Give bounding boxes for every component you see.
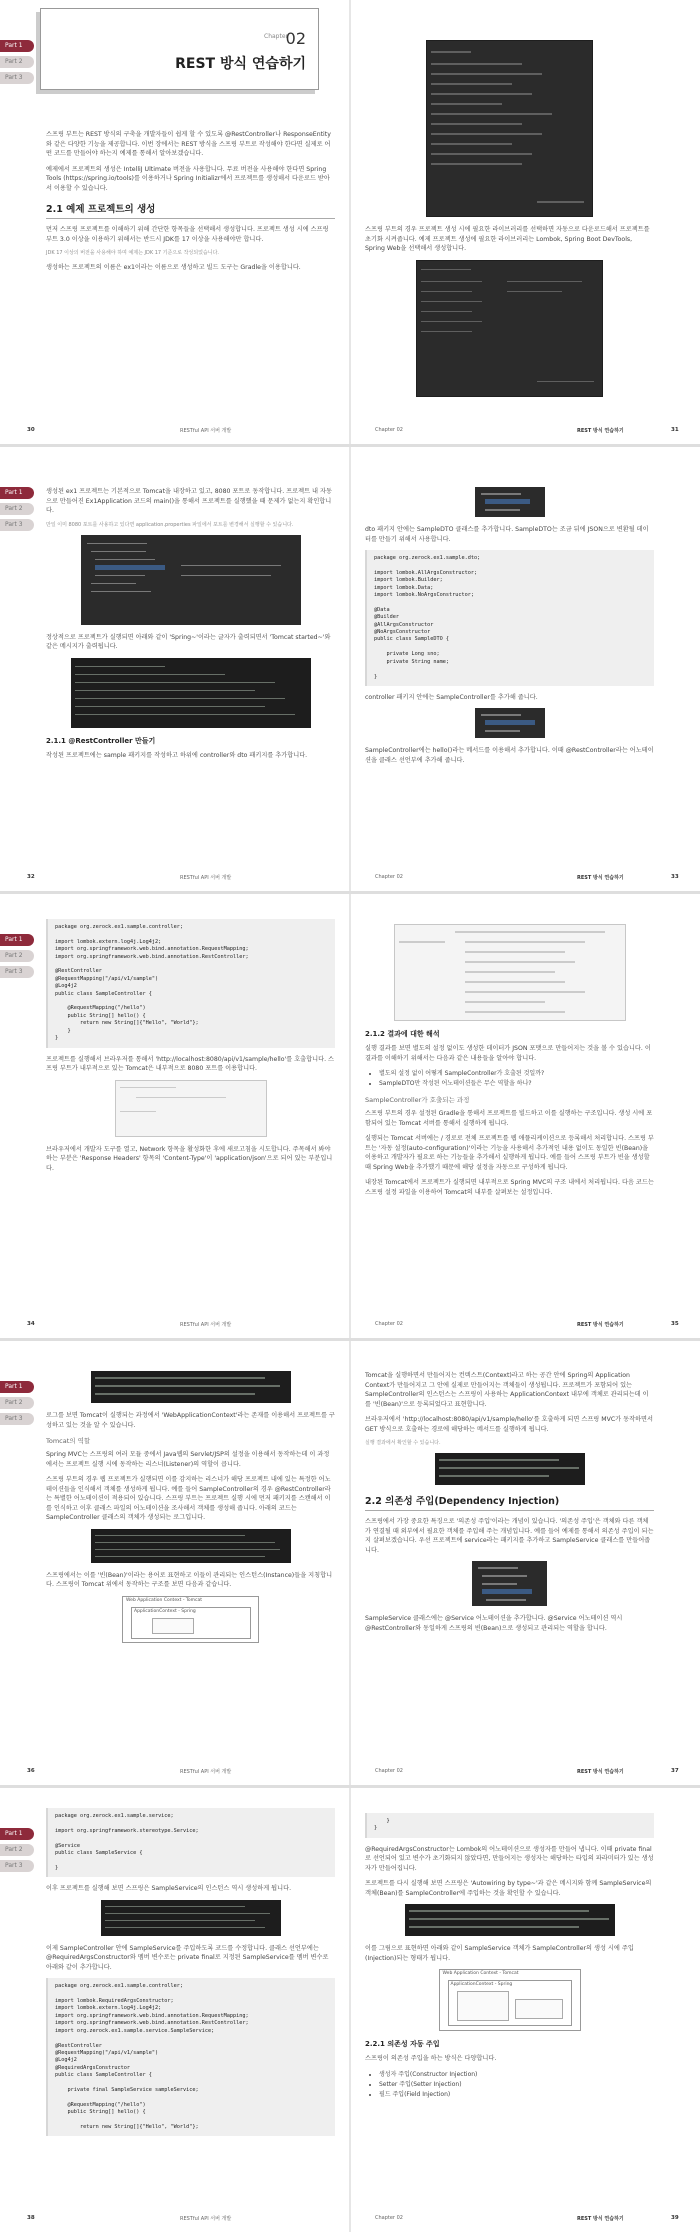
footer-book-title: RESTful API 서버 개발 [180, 1322, 232, 1328]
body-paragraph-4: SampleService 클래스에는 @Service 어노테이션을 추가합니다. @Service 어노테이션 역시 @RestController와 동일하게 스프링의 빈(Bean)으로 생성되고 관리되는 역할을 합니다. [365, 1615, 623, 1632]
footnote: 실행 결과에서 확인할 수 있습니다. [365, 1440, 441, 1446]
page-footer [351, 427, 700, 437]
footer-chapter-title: REST 방식 연습하기 [577, 2216, 624, 2222]
tab-part-1[interactable]: Part 1 [0, 1828, 34, 1840]
body-paragraph-2: 브라우저에서 'http://localhost:8080/api/v1/sample/hello'를 호출하게 되면 스프링 MVC가 동작하면서 GET 방식으로 호출하는 경로에 해당하는 메서드를 실행하게 됩니다. [365, 1416, 653, 1433]
body-paragraph-4: 스프링에서는 이를 '빈(Bean)'이라는 용어로 표현하고 이들이 관리되는 인스턴스(Instance)들을 지칭합니다. 스프링이 Tomcat 위에서 동작하는 구조를 보면 다음과 같습니다. [46, 1571, 333, 1588]
browser-result-screenshot [115, 1080, 267, 1137]
section-heading: 2.2 의존성 주입(Dependency Injection) [365, 1493, 654, 1511]
footer-book-title: RESTful API 서버 개발 [180, 875, 232, 881]
body-paragraph-4: 내장된 Tomcat에서 프로젝트가 실행되면 내부적으로 Spring MVC의 구조 내에서 처리됩니다. 다음 코드는 스프링 설정 파일을 이용하여 Tomcat의 내부를 살펴보는 설정입니다. [365, 1179, 654, 1196]
page-39 [351, 1788, 700, 2232]
autowiring-log-screenshot [405, 1904, 615, 1936]
devtools-network-screenshot [394, 924, 626, 1021]
list-item: • 생성자 주입(Constructor Injection) [379, 2070, 654, 2080]
subsection-heading-2: SampleController가 호출되는 과정 [365, 1096, 470, 1104]
footer-book-title: RESTful API 서버 개발 [180, 1769, 232, 1775]
subsection-heading: 2.2.1 의존성 자동 주입 [365, 2040, 440, 2049]
body-paragraph-2: controller 패키지 안에는 SampleController를 추가해 줍니다. [365, 693, 538, 701]
body-paragraph-2: Spring MVC는 스프링의 여러 모듈 중에서 Java웹의 Servlet/JSP의 설정을 이용해서 동작하는데 이 과정에서는 프로젝트 실행 시에 동작하는 리스너(Listener)의 역할이 큽니다. [46, 1451, 330, 1468]
body-paragraph-1: dto 패키지 안에는 SampleDTO 클래스를 추가합니다. SampleDTO는 조금 뒤에 JSON으로 변환될 데이터를 만들기 위해서 사용합니다. [365, 526, 649, 543]
subsection-heading: Tomcat의 역할 [46, 1437, 91, 1445]
page-number: 31 [671, 427, 679, 433]
page-36 [0, 1341, 349, 1785]
body-paragraph-2: 브라우저에서 개발자 도구를 열고, Network 항목을 활성화한 후에 새로고침을 시도합니다. 주목해서 봐야 하는 부분은 'Response Headers' 항목의 'Content-Type'이 'application/json'으로 되어 있는 부분입니다. [46, 1145, 333, 1172]
page-number: 33 [671, 874, 679, 880]
diagram-inner-box [448, 1980, 572, 2026]
injection-diagram [439, 1969, 581, 2031]
tab-part-2[interactable]: Part 2 [0, 1844, 34, 1856]
body-paragraph-3: 실행되는 Tomcat 서버에는 / 경로로 전체 프로젝트를 웹 애플리케이션으로 등록해서 처리합니다. 스프링 부트는 '자동 설정(auto-configuration)'이라는 기능을 사용해서 추가적인 내용 없이도 동일한 빈(Bean)을 이용하고 개발자가 필요로 하는 기능들을 추가해서 실행하게 됩니다. 예를 들어 스프링 부트가 빈을 생성할 때 Spring Web을 추가했기 때문에 해당 설정을 자동으로 구성하게 됩니다. [365, 1135, 654, 1171]
page-number: 37 [671, 1768, 679, 1774]
page-31 [351, 0, 700, 444]
footer-book-title: RESTful API 서버 개발 [180, 2216, 232, 2222]
footer-chapter-title: REST 방식 연습하기 [577, 875, 624, 881]
tab-part-2[interactable]: Part 2 [0, 503, 34, 515]
ide-run-screenshot [81, 535, 301, 625]
page-35 [351, 894, 700, 1338]
service-bean-log-screenshot [101, 1900, 281, 1936]
intro-paragraph-2: 예제에서 프로젝트의 생성은 IntelliJ Ultimate 버전을 사용합니다. 무료 버전을 사용해야 한다면 Spring Tools (https://spring.io/tools)를 이용하거나 Spring Initializr에서 프로젝트를 생성해서 다운로드 받아서 이용할 수 있습니다. [46, 165, 330, 192]
subsection-heading: 2.1.1 @RestController 만들기 [46, 736, 156, 745]
diagram-outer-label: Web Application Context - Tomcat [442, 1971, 519, 1977]
page-footer [0, 874, 349, 884]
intro-paragraph-1: 스프링 부트는 REST 방식의 구축을 개발자들이 쉽게 할 수 있도록 @RestController나 ResponseEntity와 같은 다양한 기능을 제공합니다. 이번 장에서는 REST 방식을 스프링 부트로 작성해야 한다면 실제로 어떤 코드를 만들어야 하는지 예제를 통해서 알아보겠습니다. [46, 131, 331, 157]
body-paragraph-3: 스프링에서 가장 중요한 특징으로 '의존성 주입'이라는 개념이 있습니다. '의존성 주입'은 객체와 다른 객체가 연결될 때 외부에서 필요한 객체를 주입해 주는 개념입니다. 예를 들어 예제를 통해서 의존성 주입이 되는지 살펴보겠습니다. 우선 프로젝트에 service라는 패키지를 추가하고 SampleService 클래스를 만들어줍니다. [365, 1518, 654, 1554]
body-paragraph-2: 정상적으로 프로젝트가 실행되면 아래와 같이 'Spring~'이라는 글자가 출력되면서 'Tomcat started~'와 같은 메시지가 출력됩니다. [46, 633, 331, 650]
diagram-controller-box [457, 1991, 509, 2021]
tab-part-1[interactable]: Part 1 [0, 487, 34, 499]
body-paragraph-1: 로그를 보면 Tomcat이 실행되는 과정에서 'WebApplicationContext'라는 존재를 이용해서 프로젝트를 구성하고 있는 것을 알 수 있습니다. [46, 1412, 335, 1429]
subsection-heading: 2.1.2 결과에 대한 해석 [365, 1030, 440, 1038]
service-package-screenshot [472, 1561, 547, 1606]
spread-2 [0, 447, 700, 891]
body-paragraph-3: SampleController에는 hello()라는 메서드를 이용해서 추가합니다. 이때 @RestController라는 어노테이션을 클래스 선언부에 추가해 줍니다. [365, 747, 654, 764]
body-paragraph-4: 스프링이 의존성 주입을 하는 방식은 다양합니다. [365, 2055, 497, 2063]
page-38 [0, 1788, 349, 2232]
tab-part-2[interactable]: Part 2 [0, 1397, 34, 1409]
diagram-inner-label: ApplicationContext - Spring [450, 1982, 513, 1988]
list-item: • 필드 주입(Field Injection) [379, 2090, 654, 2100]
body-paragraph-1: @RequiredArgsConstructor는 Lombok의 어노테이션으로 생성자를 만들어 냅니다. 이때 private final로 선언되어 있고 변수가 초기화되지 않았다면, 만들어지는 생성자는 해당하는 타입의 파라미터가 있는 생성자가 만들어집니다. [365, 1845, 654, 1872]
tab-part-3[interactable]: Part 3 [0, 519, 34, 531]
footer-chapter-title: REST 방식 연습하기 [577, 1769, 624, 1775]
page-footer [351, 2215, 700, 2225]
console-log-screenshot [91, 1371, 291, 1403]
tab-part-1[interactable]: Part 1 [0, 934, 34, 946]
chapter-title: REST 방식 연습하기 [175, 56, 306, 72]
list-item: • SampleDTO만 작성된 어노테이션들은 무슨 역할을 하나? [379, 1079, 654, 1089]
chapter-number: 02 [285, 29, 306, 48]
code-sample-service: package org.zerock.ex1.sample.service; import org.springframework.stereotype.Service; @Service public class SampleService { } [46, 1808, 335, 1877]
footer-book-title: RESTful API 서버 개발 [180, 428, 232, 434]
body-paragraph-1: 이후 프로젝트를 실행해 보면 스프링은 SampleService의 인스턴스 역시 생성하게 됩니다. [46, 1885, 292, 1893]
footnote: 만일 이미 8080 포트를 사용하고 있다면 application.properties 파일에서 포트를 변경해서 실행할 수 있습니다. [46, 521, 294, 528]
page-34 [0, 894, 349, 1338]
page-number: 36 [27, 1768, 35, 1774]
page-footer [351, 874, 700, 884]
footer-chapter: Chapter 02 [375, 874, 403, 880]
tab-part-1[interactable]: Part 1 [0, 40, 34, 52]
page-33 [351, 447, 700, 891]
body-paragraph-1: 먼저 스프링 프로젝트를 이해하기 위해 간단한 항목들을 선택해서 생성합니다. 프로젝트 생성 시에 스프링 부트 3.0 이상을 이용하기 위해서는 반드시 JDK를 17 이상을 사용해야만 합니다. [46, 226, 329, 243]
list-item: • Setter 주입(Setter Injection) [379, 2080, 654, 2090]
footnote: JDK 17 이상의 버전을 사용해야 하며 예제는 JDK 17 기준으로 작성되었습니다. [46, 250, 219, 256]
footer-chapter: Chapter 02 [375, 427, 403, 433]
diagram-outer-label: Web Application Context - Tomcat [126, 1597, 203, 1603]
console-output-screenshot [71, 658, 311, 728]
body-paragraph-1: 스프링 부트의 경우 프로젝트 생성 시에 필요한 라이브러리를 선택하면 자동으로 다운로드해서 프로젝트를 초기화 시켜줍니다. 예제 프로젝트 생성에 필요한 라이브러리는 Lombok, Spring Boot DevTools, Spring Web을 선택해서 생성합니다. [365, 226, 650, 252]
question-list [373, 1069, 654, 1089]
chapter-label: Chapter [264, 33, 288, 40]
page-number: 34 [27, 1321, 35, 1327]
spread-4 [0, 1341, 700, 1785]
body-paragraph-3: 스프링 부트의 경우 웹 프로젝트가 실행되면 이를 감지하는 리스너가 해당 프로젝트 내에 있는 특정한 어노테이션들을 인식해서 객체를 생성하게 됩니다. 예를 들어 SampleController의 경우 @RestController라는 특별한 어노테이션이 적용되어 있습니다. 스프링 부트는 프로젝트 실행 시에 먼저 패키지를 스캔해서 이를 인식하고 이후 클래스 파일의 어노테이션을 조사해서 객체를 생성해 줍니다. 아래의 코드는 SampleController 클래스의 객체가 생성되는 로그입니다. [46, 1476, 331, 1521]
footer-chapter: Chapter 02 [375, 1768, 403, 1774]
page-number: 38 [27, 2215, 35, 2221]
tab-part-2[interactable]: Part 2 [0, 56, 34, 68]
footer-chapter-title: REST 방식 연습하기 [577, 428, 624, 434]
body-paragraph-1: Tomcat을 실행하면서 만들어지는 컨텍스트(Context)라고 하는 공간 안에 Spring의 Application Context가 만들어지고 그 안에 실제로 만들어지는 객체들이 생성됩니다. 프로젝트가 포함되어 있는 SampleController의 인스턴스는 스프링이 사용하는 ApplicationContext 내부에 객체로 관리되는데 이를 '빈(Bean)'으로 등록되었다고 표현합니다. [365, 1372, 649, 1408]
body-paragraph-2: 프로젝트를 다시 실행해 보면 스프링은 'Autowiring by type~'과 같은 메시지와 함께 SampleService의 객체(Bean)를 SampleController에 주입하는 것을 확인할 수 있습니다. [365, 1880, 652, 1897]
page-footer [351, 1768, 700, 1778]
list-item: • 별도의 설정 없이 어떻게 SampleController가 호출된 것일까? [379, 1069, 654, 1079]
context-diagram [122, 1596, 259, 1643]
diagram-service-box [515, 1999, 563, 2019]
controller-package-screenshot [475, 708, 545, 738]
body-paragraph-1: 생성된 ex1 프로젝트는 기본적으로 Tomcat을 내장하고 있고, 8080 포트로 동작합니다. 프로젝트 내 자동으로 만들어진 Ex1Application 코드의 main()을 통해서 프로젝트를 실행했을 때 문제가 없는지 확인합니다. [46, 488, 332, 514]
spread-5 [0, 1788, 700, 2232]
body-paragraph-2: 생성하는 프로젝트의 이름은 ex1이라는 이름으로 생성하고 빌드 도구는 Gradle을 이용합니다. [46, 264, 301, 271]
spread-1 [0, 0, 700, 444]
page-number: 39 [671, 2215, 679, 2221]
page-footer [0, 1321, 349, 1331]
page-number: 32 [27, 874, 35, 880]
code-sample-controller: package org.zerock.ex1.sample.controller; import lombok.extern.log4j.Log4j2; import org.springframework.web.bind.annotation.RequestMapping; import org.springframework.web.bind.annotation.RestController; @RestController @RequestMapping("/api/v1/sample") @Log4j2 public class SampleController { @RequestMapping("/hello") public String[] hello() { return new String[]{"Hello", "World"}; } } [46, 919, 335, 1048]
page-30 [0, 0, 349, 444]
code-sample-dto: package org.zerock.ex1.sample.dto; import lombok.AllArgsConstructor; import lombok.Builder; import lombok.Data; import lombok.NoArgsConstructor; @Data @Builder @AllArgsConstructor @NoArgsConstructor public class SampleDTO { private Long sno; private String name; } [365, 550, 654, 686]
page-37 [351, 1341, 700, 1785]
injection-types-list [373, 2070, 654, 2100]
tab-part-3[interactable]: Part 3 [0, 966, 34, 978]
part-tabs [0, 1828, 34, 1876]
page-footer [0, 427, 349, 437]
diagram-inner-box [131, 1607, 251, 1639]
code-closing-braces: } } [365, 1813, 654, 1838]
diagram-bean-box [152, 1618, 194, 1634]
diagram-inner-label: ApplicationContext - Spring [134, 1608, 196, 1614]
dto-package-screenshot [475, 487, 545, 517]
body-paragraph-1: 실행 결과를 보면 별도의 설정 없이도 생성한 데이터가 JSON 포맷으로 만들어지는 것을 볼 수 있습니다. 이 결과를 이해하기 위해서는 다음과 같은 내용들을 알아야 합니다. [365, 1045, 651, 1062]
chapter-header [40, 8, 319, 90]
tab-part-1[interactable]: Part 1 [0, 1381, 34, 1393]
body-paragraph-3: 이를 그림으로 표현하면 아래와 같이 SampleService 객체가 SampleController의 생성 시에 주입(Injection)되는 형태가 됩니다. [365, 1945, 634, 1962]
body-paragraph-2: 스프링 부트의 경우 설정된 Gradle을 통해서 프로젝트를 빌드하고 이를 실행하는 구조입니다. 생성 시에 포함되어 있는 Tomcat 서버를 통해서 실행하게 됩니다. [365, 1110, 653, 1127]
part-tabs [0, 934, 34, 982]
tab-part-2[interactable]: Part 2 [0, 950, 34, 962]
tab-part-3[interactable]: Part 3 [0, 1413, 34, 1425]
footer-chapter: Chapter 02 [375, 1321, 403, 1327]
section-heading: 2.1 예제 프로젝트의 생성 [46, 201, 335, 219]
page-footer [0, 1768, 349, 1778]
tab-part-3[interactable]: Part 3 [0, 72, 34, 84]
part-tabs [0, 1381, 34, 1429]
page-number: 30 [27, 427, 35, 433]
new-project-dialog-screenshot [426, 40, 593, 217]
body-paragraph-2: 이제 SampleController 안에 SampleService를 주입하도록 코드를 수정합니다. 클래스 선언부에는 @RequiredArgsConstructor와 멤버 변수로는 private final로 지정된 SampleService를 멤버 변수로 아래와 같이 추가합니다. [46, 1944, 329, 1971]
page-footer [0, 2215, 349, 2225]
dependencies-dialog-screenshot [416, 260, 603, 397]
body-paragraph-1: 프로젝트를 실행해서 브라우저를 통해서 'http://localhost:8080/api/v1/sample/hello'를 호출합니다. 스프링 부트가 내부적으로 있는 Tomcat은 내부적으로 8080 포트를 이용합니다. [46, 1055, 335, 1072]
footer-chapter: Chapter 02 [375, 2215, 403, 2221]
body-paragraph-3: 작성된 프로젝트에는 sample 패키지를 작성하고 하위에 controller와 dto 패키지를 추가합니다. [46, 751, 308, 759]
footer-chapter-title: REST 방식 연습하기 [577, 1322, 624, 1328]
bean-creation-log-screenshot [91, 1529, 291, 1563]
code-controller-with-service: package org.zerock.ex1.sample.controller; import lombok.RequiredArgsConstructor; import lombok.extern.log4j.Log4j2; import org.springframework.web.bind.annotation.RequestMapping; import org.springframework.web.bind.annotation.RestController; import org.zerock.ex1.sample.service.SampleService; @RestController @RequestMapping("/api/v1/sample") @Log4j2 @RequiredArgsConstructor public class SampleController { private final SampleService sampleService; @RequestMapping("/hello") public String[] hello() { return new String[]{"Hello", "World"}; [46, 1978, 335, 2136]
mapping-log-screenshot [435, 1453, 585, 1485]
page-number: 35 [671, 1321, 679, 1327]
page-footer [351, 1321, 700, 1331]
page-32 [0, 447, 349, 891]
part-tabs [0, 487, 34, 535]
part-tabs [0, 40, 34, 88]
tab-part-3[interactable]: Part 3 [0, 1860, 34, 1872]
spread-3 [0, 894, 700, 1338]
